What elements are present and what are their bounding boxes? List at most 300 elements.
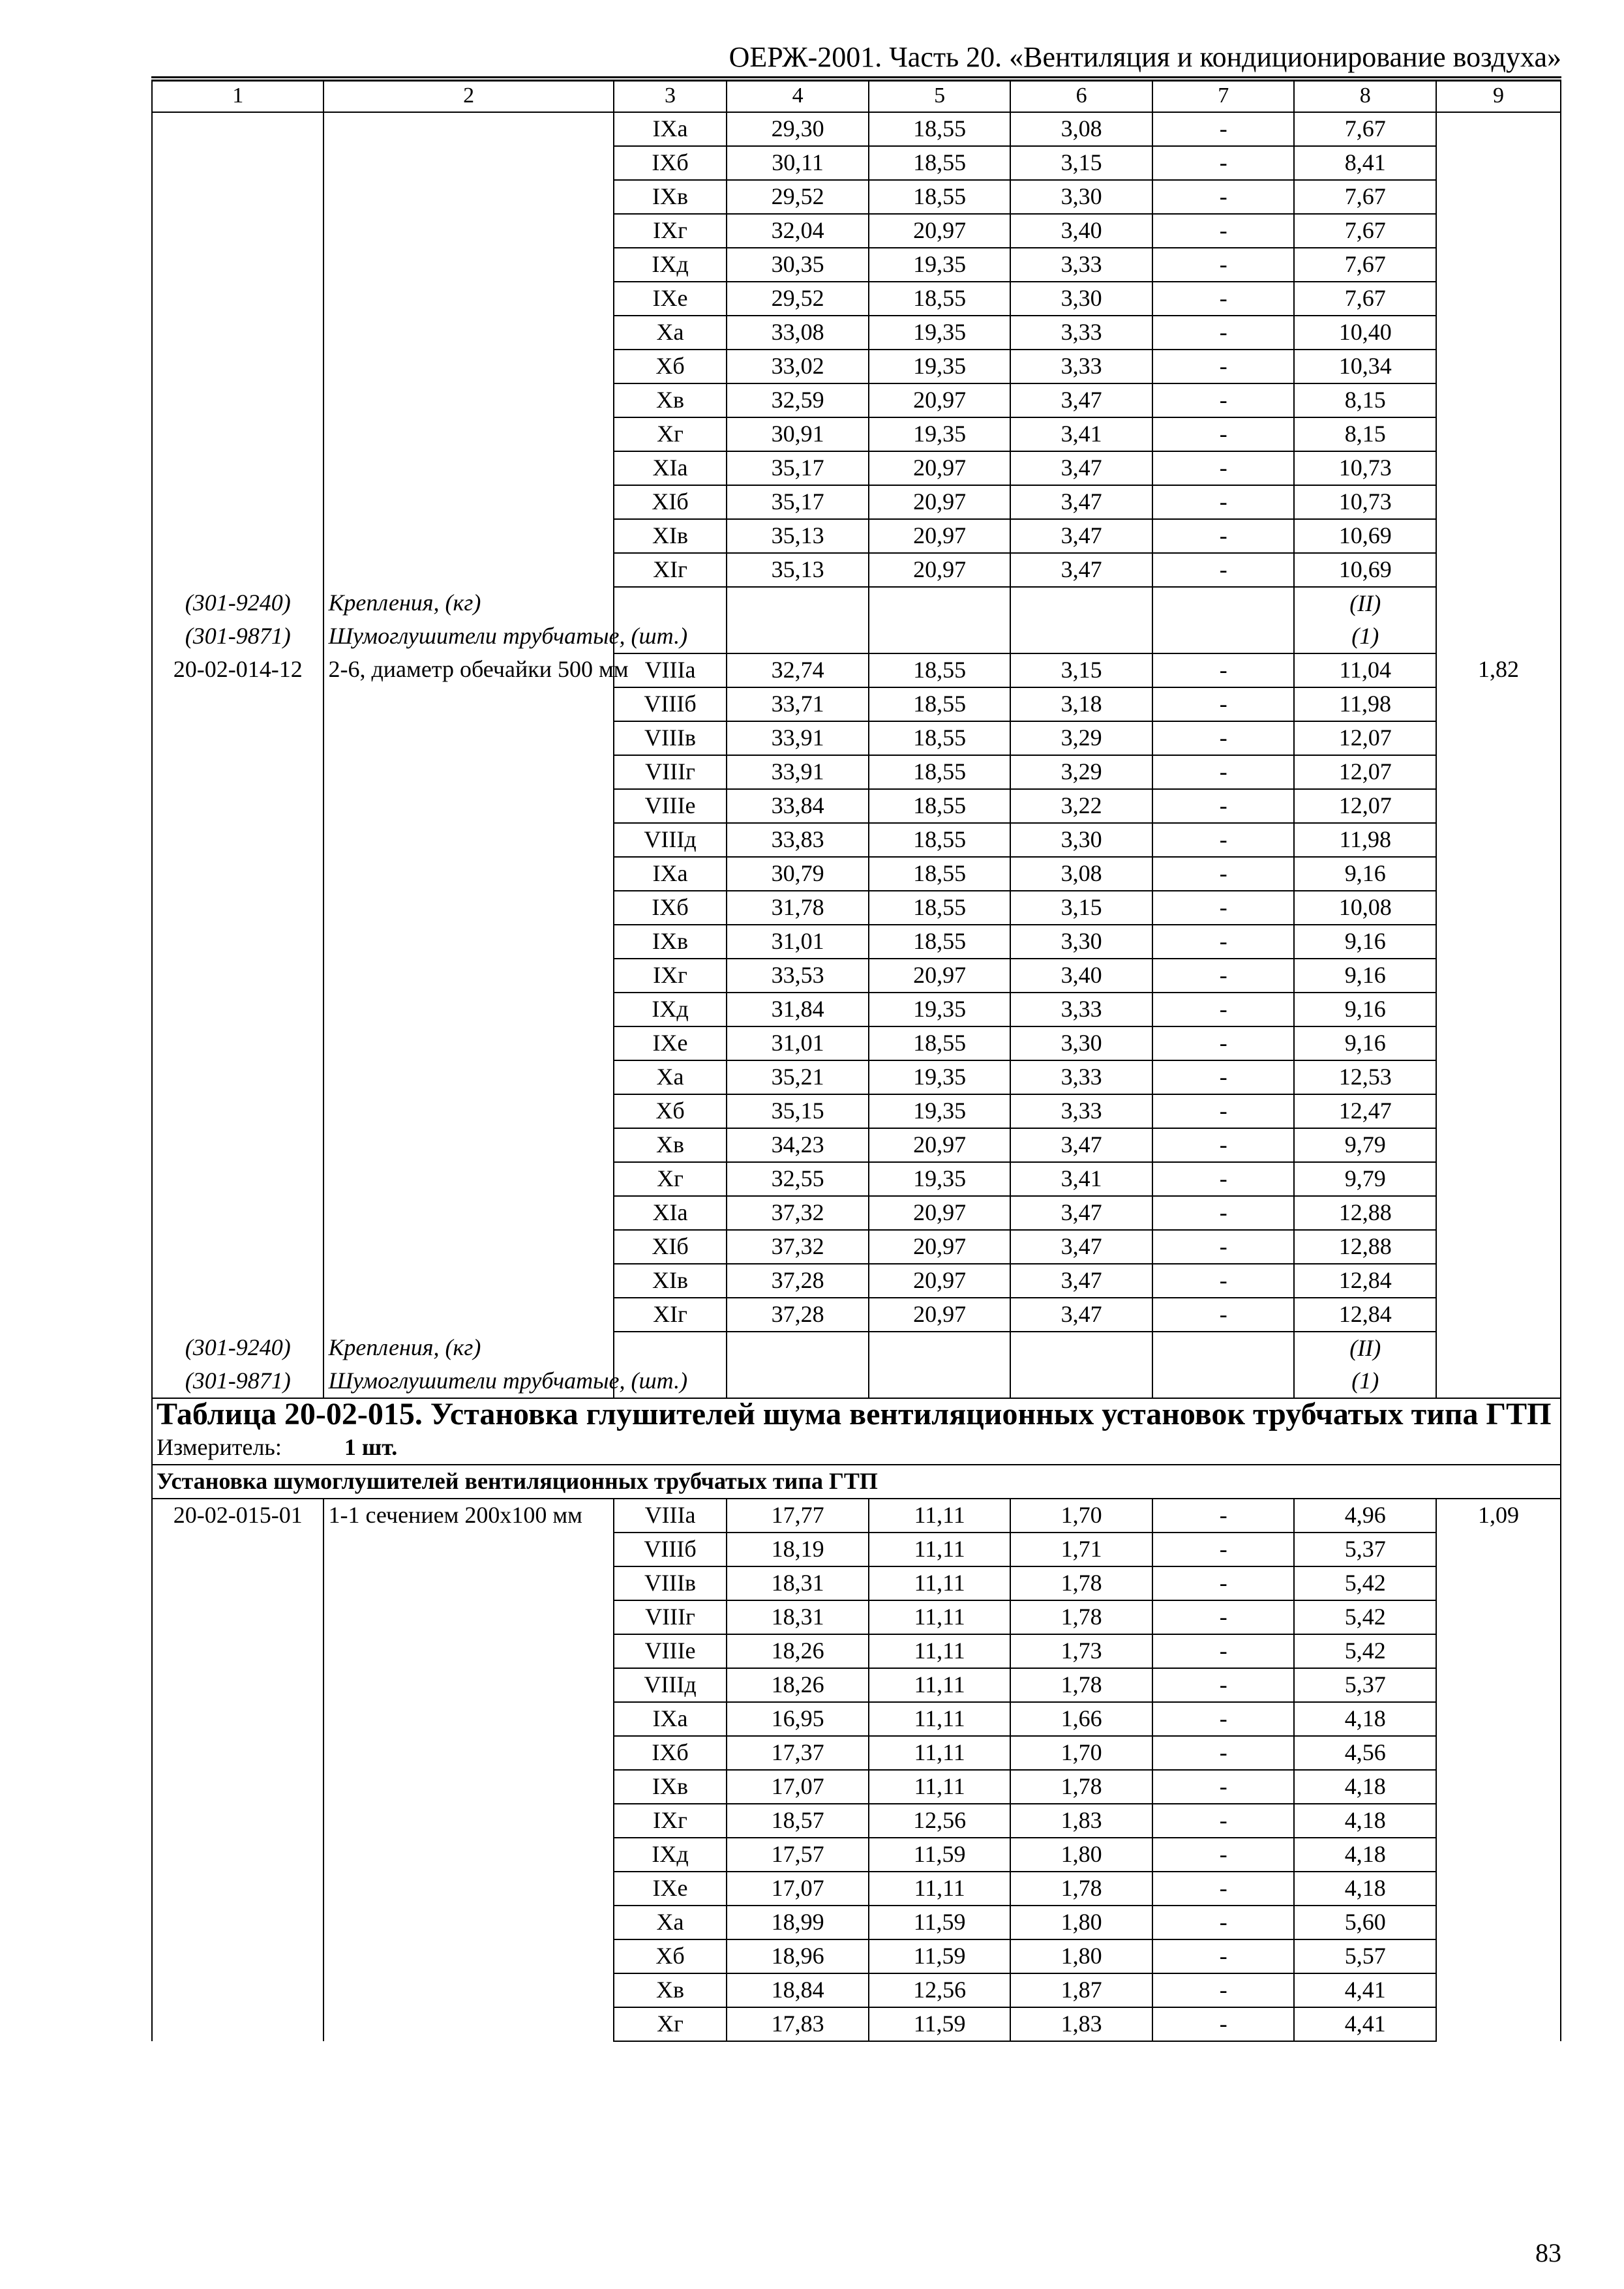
col-7-value: - <box>1152 891 1295 925</box>
col-9-value <box>1436 1906 1561 1939</box>
rate-code <box>152 1196 323 1230</box>
resource-value: (II) <box>1294 587 1436 620</box>
rate-code <box>152 1770 323 1804</box>
rate-row <box>152 2007 1561 2041</box>
rate-description <box>323 755 613 789</box>
col-6-value: 1,71 <box>1010 1533 1152 1566</box>
col-5-value: 18,55 <box>869 112 1011 146</box>
rate-code <box>152 1060 323 1094</box>
col-4-value: 33,84 <box>727 789 869 823</box>
section-header-row <box>152 1465 1561 1499</box>
col-8-value: 7,67 <box>1294 282 1436 316</box>
col-4-value: 32,55 <box>727 1162 869 1196</box>
col-5-value: 19,35 <box>869 417 1011 451</box>
col-8-value: 4,18 <box>1294 1702 1436 1736</box>
rate-zone: VIIIв <box>614 721 727 755</box>
rate-code: 20-02-014-12 <box>152 653 323 687</box>
col-9-value <box>1436 993 1561 1026</box>
rate-description <box>323 721 613 755</box>
rate-zone: VIIIг <box>614 755 727 789</box>
col-5-value: 19,35 <box>869 1094 1011 1128</box>
rate-row <box>152 553 1561 587</box>
resource-code: (301-9240) <box>152 1332 323 1365</box>
rate-code <box>152 891 323 925</box>
resource-value: (II) <box>1294 1332 1436 1365</box>
rate-code <box>152 687 323 721</box>
col-9-value <box>1436 1060 1561 1094</box>
rate-zone: VIIIе <box>614 789 727 823</box>
col-8-value: 5,37 <box>1294 1533 1436 1566</box>
rate-description <box>323 1634 613 1668</box>
col-4-value: 17,37 <box>727 1736 869 1770</box>
col-8-value: 9,79 <box>1294 1128 1436 1162</box>
col-5-value: 18,55 <box>869 180 1011 214</box>
col-4-value: 30,91 <box>727 417 869 451</box>
rate-description <box>323 1702 613 1736</box>
rate-zone: IXб <box>614 1736 727 1770</box>
resource-row <box>152 620 1561 653</box>
rate-description: 2-6, диаметр обечайки 500 мм <box>323 653 613 687</box>
col-9-value <box>1436 1973 1561 2007</box>
rate-zone: Xв <box>614 1128 727 1162</box>
col-4-value: 33,91 <box>727 721 869 755</box>
col-6-value: 3,29 <box>1010 721 1152 755</box>
empty-cell <box>1436 1365 1561 1398</box>
col-4-value: 33,91 <box>727 755 869 789</box>
col-8-value: 4,41 <box>1294 1973 1436 2007</box>
col-9-value <box>1436 214 1561 248</box>
col-4-value: 32,74 <box>727 653 869 687</box>
col-4-value: 33,71 <box>727 687 869 721</box>
col-6-value: 3,30 <box>1010 1026 1152 1060</box>
rate-description <box>323 2007 613 2041</box>
rate-row <box>152 519 1561 553</box>
col-7-value: - <box>1152 1230 1295 1264</box>
rate-zone: Xб <box>614 1939 727 1973</box>
col-5-value: 11,11 <box>869 1566 1011 1600</box>
col-4-value: 35,13 <box>727 519 869 553</box>
col-9-value <box>1436 519 1561 553</box>
col-7-value: - <box>1152 1770 1295 1804</box>
col-7-value: - <box>1152 1634 1295 1668</box>
rate-code <box>152 350 323 383</box>
rate-code <box>152 417 323 451</box>
running-title: ОЕРЖ-2001. Часть 20. «Вентиляция и кондиционирование воздуха» <box>729 41 1561 73</box>
col-7-value: - <box>1152 485 1295 519</box>
rate-row <box>152 1060 1561 1094</box>
rate-description <box>323 823 613 857</box>
col-8-value: 9,16 <box>1294 857 1436 891</box>
col-5-value: 18,55 <box>869 146 1011 180</box>
empty-cell <box>869 1332 1011 1365</box>
rate-row <box>152 755 1561 789</box>
col-5-value: 19,35 <box>869 316 1011 350</box>
col-6-value: 3,08 <box>1010 857 1152 891</box>
col-5-value: 18,55 <box>869 925 1011 959</box>
col-4-value: 31,84 <box>727 993 869 1026</box>
col-7-value: - <box>1152 1162 1295 1196</box>
col-5-value: 20,97 <box>869 1264 1011 1298</box>
rate-row <box>152 180 1561 214</box>
rate-code <box>152 823 323 857</box>
section-header: Установка шумоглушителей вентиляционных трубчатых типа ГТП <box>152 1465 1561 1499</box>
column-number: 5 <box>869 80 1011 112</box>
col-4-value: 37,28 <box>727 1298 869 1332</box>
col-7-value: - <box>1152 1026 1295 1060</box>
empty-cell <box>1152 587 1295 620</box>
col-7-value: - <box>1152 755 1295 789</box>
resource-name: Шумоглушители трубчатые, (шт.) <box>323 1365 613 1398</box>
col-5-value: 18,55 <box>869 823 1011 857</box>
table-title: Таблица 20-02-015. Установка глушителей шума вентиляционных установок трубчатых типа ГТП <box>152 1398 1561 1431</box>
rate-row <box>152 721 1561 755</box>
rate-code <box>152 383 323 417</box>
rate-zone: IXг <box>614 1804 727 1838</box>
col-4-value: 18,31 <box>727 1566 869 1600</box>
resource-row <box>152 587 1561 620</box>
rate-code <box>152 146 323 180</box>
col-4-value: 18,96 <box>727 1939 869 1973</box>
rate-row <box>152 350 1561 383</box>
rate-description <box>323 553 613 587</box>
rate-row <box>152 1026 1561 1060</box>
col-9-value <box>1436 553 1561 587</box>
col-8-value: 5,42 <box>1294 1566 1436 1600</box>
col-8-value: 5,42 <box>1294 1600 1436 1634</box>
col-7-value: - <box>1152 1298 1295 1332</box>
col-9-value <box>1436 1668 1561 1702</box>
col-9-value <box>1436 1026 1561 1060</box>
col-9-value <box>1436 687 1561 721</box>
rate-zone: IXе <box>614 1026 727 1060</box>
col-4-value: 33,83 <box>727 823 869 857</box>
col-5-value: 11,11 <box>869 1702 1011 1736</box>
rate-code <box>152 1668 323 1702</box>
rate-zone: XIа <box>614 1196 727 1230</box>
col-6-value: 3,15 <box>1010 146 1152 180</box>
rate-zone: Xг <box>614 1162 727 1196</box>
col-7-value: - <box>1152 1128 1295 1162</box>
col-9-value <box>1436 1702 1561 1736</box>
col-6-value: 3,33 <box>1010 316 1152 350</box>
resource-name: Шумоглушители трубчатые, (шт.) <box>323 620 613 653</box>
col-8-value: 9,79 <box>1294 1162 1436 1196</box>
rate-zone: XIг <box>614 553 727 587</box>
rate-zone: IXв <box>614 925 727 959</box>
rate-code <box>152 1566 323 1600</box>
col-9-value <box>1436 1298 1561 1332</box>
rate-row <box>152 1668 1561 1702</box>
rate-row <box>152 1634 1561 1668</box>
col-9-value <box>1436 1872 1561 1906</box>
col-4-value: 35,17 <box>727 485 869 519</box>
col-6-value: 3,47 <box>1010 1298 1152 1332</box>
col-6-value: 1,80 <box>1010 1906 1152 1939</box>
rate-code <box>152 925 323 959</box>
rate-zone: VIIIа <box>614 1499 727 1533</box>
col-9-value <box>1436 891 1561 925</box>
empty-cell <box>727 587 869 620</box>
rate-zone: VIIIг <box>614 1600 727 1634</box>
empty-cell <box>869 1365 1011 1398</box>
col-6-value: 1,80 <box>1010 1838 1152 1872</box>
rate-row <box>152 1128 1561 1162</box>
rate-code <box>152 1600 323 1634</box>
col-4-value: 37,28 <box>727 1264 869 1298</box>
empty-cell <box>869 587 1011 620</box>
col-6-value: 1,70 <box>1010 1499 1152 1533</box>
rate-code <box>152 316 323 350</box>
col-7-value: - <box>1152 1973 1295 2007</box>
col-5-value: 20,97 <box>869 959 1011 993</box>
col-6-value: 3,47 <box>1010 383 1152 417</box>
rate-zone: VIIIд <box>614 823 727 857</box>
col-5-value: 18,55 <box>869 857 1011 891</box>
col-6-value: 1,73 <box>1010 1634 1152 1668</box>
resource-row <box>152 1332 1561 1365</box>
rate-code <box>152 1634 323 1668</box>
col-8-value: 12,47 <box>1294 1094 1436 1128</box>
rate-code <box>152 1736 323 1770</box>
column-number: 8 <box>1294 80 1436 112</box>
col-7-value: - <box>1152 316 1295 350</box>
col-8-value: 10,34 <box>1294 350 1436 383</box>
col-9-value <box>1436 925 1561 959</box>
rate-code <box>152 1872 323 1906</box>
rate-description <box>323 1906 613 1939</box>
empty-cell <box>1152 1365 1295 1398</box>
rate-code <box>152 248 323 282</box>
col-8-value: 4,18 <box>1294 1872 1436 1906</box>
rate-description <box>323 350 613 383</box>
col-8-value: 10,08 <box>1294 891 1436 925</box>
col-6-value: 3,22 <box>1010 789 1152 823</box>
rate-description <box>323 180 613 214</box>
col-7-value: - <box>1152 2007 1295 2041</box>
col-9-value <box>1436 1533 1561 1566</box>
rate-zone: IXе <box>614 282 727 316</box>
rate-row <box>152 1264 1561 1298</box>
col-6-value: 1,70 <box>1010 1736 1152 1770</box>
col-8-value: 5,42 <box>1294 1634 1436 1668</box>
rate-description <box>323 1736 613 1770</box>
rate-row <box>152 1298 1561 1332</box>
col-7-value: - <box>1152 248 1295 282</box>
rate-code <box>152 214 323 248</box>
rate-zone: VIIIе <box>614 1634 727 1668</box>
col-5-value: 19,35 <box>869 350 1011 383</box>
col-8-value: 5,57 <box>1294 1939 1436 1973</box>
col-9-value <box>1436 316 1561 350</box>
col-8-value: 12,07 <box>1294 721 1436 755</box>
rate-description <box>323 383 613 417</box>
col-7-value: - <box>1152 1533 1295 1566</box>
rate-zone: Xг <box>614 2007 727 2041</box>
rate-zone: IXе <box>614 1872 727 1906</box>
rate-code <box>152 1026 323 1060</box>
rate-zone: VIIIд <box>614 1668 727 1702</box>
col-5-value: 19,35 <box>869 1162 1011 1196</box>
col-9-value <box>1436 1838 1561 1872</box>
rate-row <box>152 282 1561 316</box>
empty-cell <box>1436 587 1561 620</box>
col-5-value: 18,55 <box>869 1026 1011 1060</box>
col-7-value: - <box>1152 721 1295 755</box>
col-9-value <box>1436 1770 1561 1804</box>
resource-value: (1) <box>1294 620 1436 653</box>
col-7-value: - <box>1152 1804 1295 1838</box>
rate-description <box>323 1162 613 1196</box>
rate-zone: VIIIв <box>614 1566 727 1600</box>
rate-description <box>323 417 613 451</box>
col-6-value: 1,78 <box>1010 1566 1152 1600</box>
col-6-value: 3,47 <box>1010 1264 1152 1298</box>
col-6-value: 3,29 <box>1010 755 1152 789</box>
col-5-value: 20,97 <box>869 214 1011 248</box>
col-7-value: - <box>1152 350 1295 383</box>
col-8-value: 4,96 <box>1294 1499 1436 1533</box>
rate-zone: IXв <box>614 1770 727 1804</box>
col-4-value: 18,84 <box>727 1973 869 2007</box>
rate-code <box>152 1939 323 1973</box>
rates-table-body <box>152 80 1561 2041</box>
rate-description <box>323 891 613 925</box>
rate-row <box>152 1230 1561 1264</box>
rate-description <box>323 1939 613 1973</box>
col-8-value: 12,07 <box>1294 755 1436 789</box>
col-8-value: 4,18 <box>1294 1804 1436 1838</box>
col-8-value: 10,73 <box>1294 485 1436 519</box>
rate-row <box>152 1804 1561 1838</box>
rate-description <box>323 248 613 282</box>
rate-row <box>152 993 1561 1026</box>
rate-row <box>152 146 1561 180</box>
rate-zone: IXа <box>614 1702 727 1736</box>
empty-cell <box>1010 587 1152 620</box>
rate-row <box>152 653 1561 687</box>
rate-description <box>323 146 613 180</box>
rate-code <box>152 755 323 789</box>
header-rule <box>151 76 1561 78</box>
rate-zone: Xв <box>614 383 727 417</box>
col-8-value: 10,69 <box>1294 519 1436 553</box>
resource-name: Крепления, (кг) <box>323 587 613 620</box>
col-7-value: - <box>1152 1668 1295 1702</box>
col-9-value <box>1436 1128 1561 1162</box>
rate-description <box>323 1196 613 1230</box>
col-6-value: 3,41 <box>1010 1162 1152 1196</box>
col-9-value <box>1436 1939 1561 1973</box>
col-8-value: 7,67 <box>1294 180 1436 214</box>
rate-description <box>323 1094 613 1128</box>
rate-code <box>152 1128 323 1162</box>
col-8-value: 9,16 <box>1294 925 1436 959</box>
rate-code <box>152 1906 323 1939</box>
rate-zone: XIа <box>614 451 727 485</box>
col-5-value: 20,97 <box>869 519 1011 553</box>
col-4-value: 31,01 <box>727 925 869 959</box>
col-9-value <box>1436 1736 1561 1770</box>
col-6-value: 3,47 <box>1010 1230 1152 1264</box>
rate-code <box>152 485 323 519</box>
col-9-value <box>1436 1804 1561 1838</box>
col-5-value: 19,35 <box>869 993 1011 1026</box>
column-number: 6 <box>1010 80 1152 112</box>
rate-zone: IXг <box>614 214 727 248</box>
rate-row <box>152 1566 1561 1600</box>
col-6-value: 3,47 <box>1010 485 1152 519</box>
rate-row <box>152 1533 1561 1566</box>
col-5-value: 11,59 <box>869 2007 1011 2041</box>
rate-zone: Xг <box>614 417 727 451</box>
rate-code <box>152 1973 323 2007</box>
rate-description <box>323 1770 613 1804</box>
rate-description <box>323 1838 613 1872</box>
rate-zone: Xб <box>614 350 727 383</box>
rate-row <box>152 857 1561 891</box>
rate-zone: IXв <box>614 180 727 214</box>
col-5-value: 12,56 <box>869 1973 1011 2007</box>
col-5-value: 11,11 <box>869 1634 1011 1668</box>
col-4-value: 16,95 <box>727 1702 869 1736</box>
col-9-value <box>1436 1634 1561 1668</box>
col-7-value: - <box>1152 857 1295 891</box>
col-4-value: 18,31 <box>727 1600 869 1634</box>
col-4-value: 37,32 <box>727 1196 869 1230</box>
resource-code: (301-9871) <box>152 1365 323 1398</box>
col-9-value <box>1436 1196 1561 1230</box>
rate-description <box>323 925 613 959</box>
col-7-value: - <box>1152 451 1295 485</box>
col-4-value: 18,26 <box>727 1668 869 1702</box>
col-6-value: 1,78 <box>1010 1872 1152 1906</box>
rate-description <box>323 789 613 823</box>
rate-code <box>152 1533 323 1566</box>
col-7-value: - <box>1152 1702 1295 1736</box>
col-4-value: 30,79 <box>727 857 869 891</box>
resource-name: Крепления, (кг) <box>323 1332 613 1365</box>
col-6-value: 3,30 <box>1010 823 1152 857</box>
col-5-value: 20,97 <box>869 553 1011 587</box>
rate-zone: IXг <box>614 959 727 993</box>
rate-code <box>152 180 323 214</box>
rate-description <box>323 1128 613 1162</box>
col-8-value: 9,16 <box>1294 959 1436 993</box>
col-4-value: 33,08 <box>727 316 869 350</box>
col-5-value: 11,59 <box>869 1906 1011 1939</box>
col-9-value <box>1436 383 1561 417</box>
col-7-value: - <box>1152 1566 1295 1600</box>
empty-cell <box>1436 620 1561 653</box>
col-7-value: - <box>1152 180 1295 214</box>
col-6-value: 3,47 <box>1010 1128 1152 1162</box>
col-9-value <box>1436 857 1561 891</box>
col-9-value <box>1436 1566 1561 1600</box>
rate-description <box>323 1566 613 1600</box>
column-number: 4 <box>727 80 869 112</box>
col-7-value: - <box>1152 1094 1295 1128</box>
col-7-value: - <box>1152 959 1295 993</box>
col-5-value: 11,11 <box>869 1770 1011 1804</box>
rate-row <box>152 1838 1561 1872</box>
rate-description <box>323 519 613 553</box>
rate-zone: VIIIб <box>614 687 727 721</box>
col-8-value: 8,15 <box>1294 383 1436 417</box>
resource-code: (301-9871) <box>152 620 323 653</box>
col-6-value: 3,08 <box>1010 112 1152 146</box>
col-4-value: 18,26 <box>727 1634 869 1668</box>
col-9-value <box>1436 1230 1561 1264</box>
